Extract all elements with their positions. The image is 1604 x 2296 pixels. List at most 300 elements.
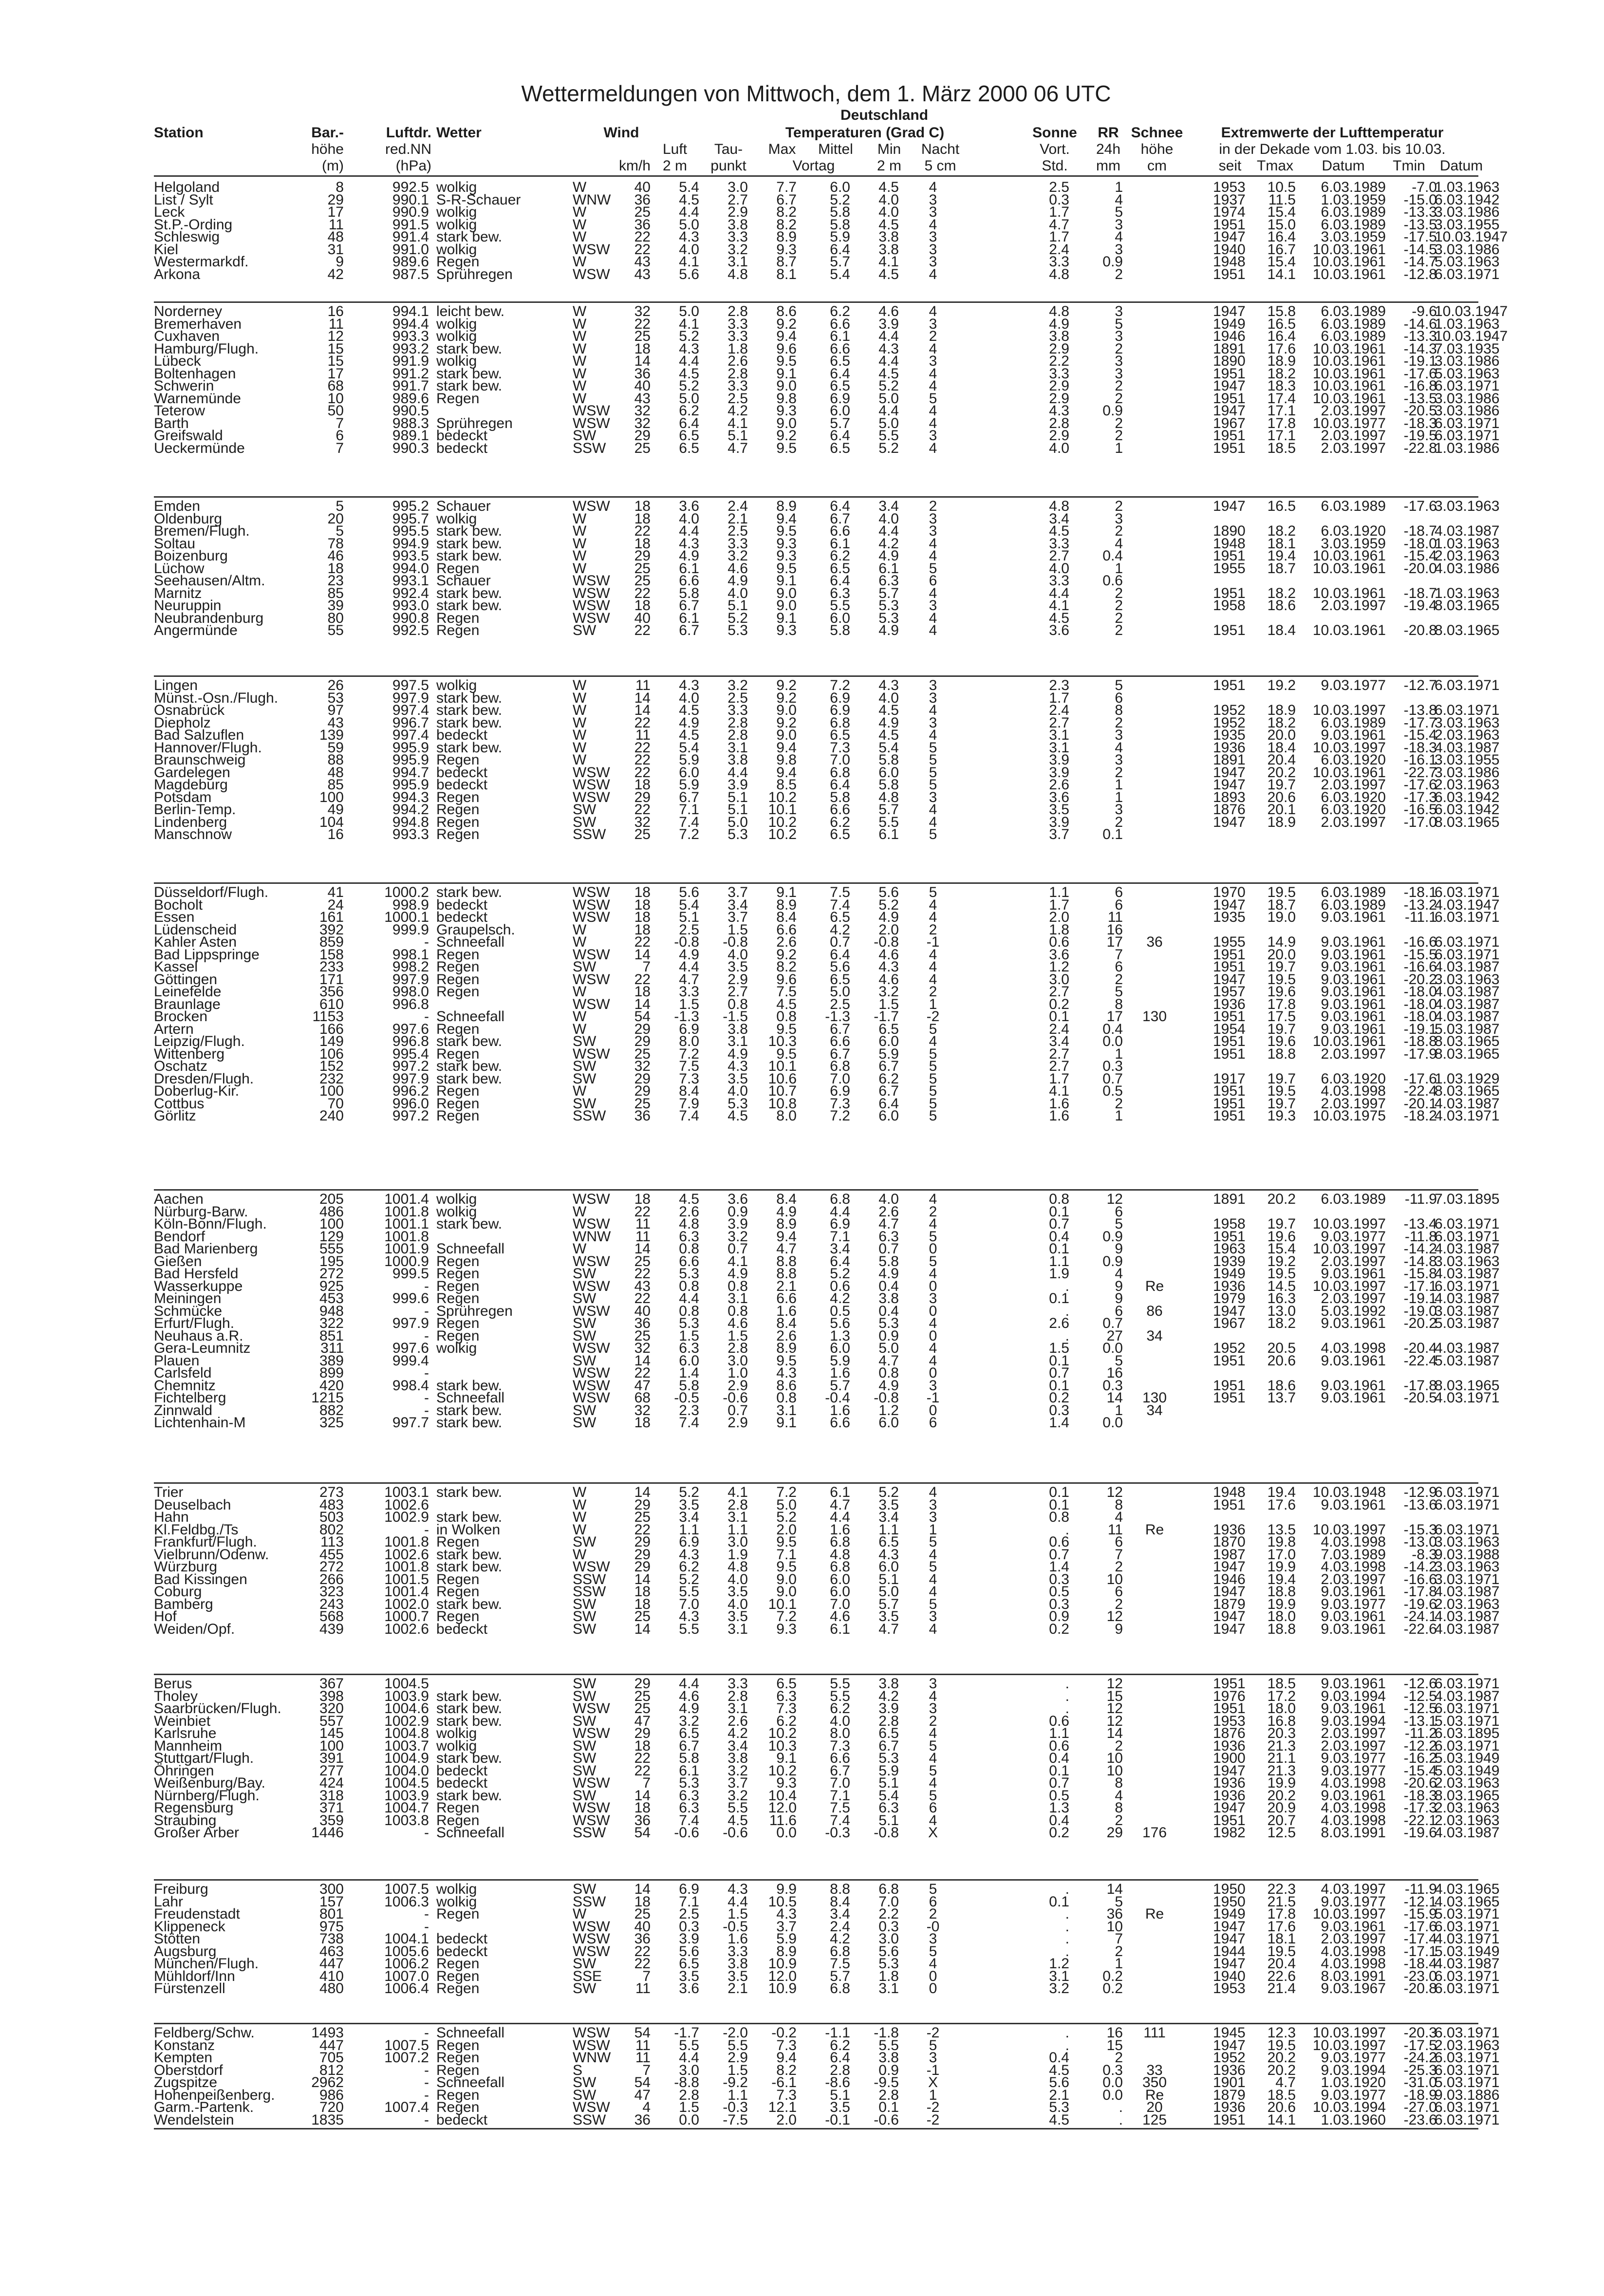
cell-min: 4.6 [878, 947, 899, 963]
cell-mittel: 6.8 [830, 1058, 850, 1074]
cell-luftdruck: 1002.0 [384, 1596, 429, 1612]
cell-mittel: 6.0 [830, 610, 850, 626]
cell-tmin: -20.3 [1403, 2025, 1437, 2041]
cell-tmin: -18.4 [1403, 1956, 1437, 1972]
cell-wind-dir: W [573, 702, 587, 718]
cell-datum-min: 4.03.1987 [1435, 959, 1500, 975]
cell-min: 4.5 [878, 217, 899, 233]
cell-mittel: 7.3 [830, 1738, 850, 1754]
cell-wetter: Regen [436, 610, 480, 626]
cell-taupunkt: 1.5 [727, 1328, 748, 1344]
cell-bar-hoehe: 272 [319, 1559, 344, 1575]
cell-tmax: 18.8 [1267, 1621, 1296, 1637]
cell-sonne: . [1065, 1278, 1069, 1294]
cell-min: 4.1 [878, 254, 899, 270]
cell-seit: 1947 [1213, 777, 1246, 793]
cell-sonne: . [1065, 1943, 1069, 1960]
cell-max: 8.4 [776, 1191, 797, 1207]
cell-tmin: -14.3 [1403, 341, 1437, 357]
cell-rr: 15 [1106, 1688, 1123, 1704]
cell-station: Ueckermünde [154, 440, 245, 456]
cell-luft: 5.8 [679, 585, 699, 601]
cell-sonne: 0.1 [1049, 1353, 1069, 1369]
cell-wetter: stark bew. [436, 585, 503, 601]
cell-wind-dir: WSW [573, 1191, 610, 1207]
cell-luft: 6.9 [679, 1881, 699, 1897]
cell-nacht: 5 [929, 2037, 937, 2053]
cell-max: 9.0 [776, 702, 797, 718]
cell-luftdruck: 1005.6 [384, 1943, 429, 1960]
cell-luft: 3.3 [679, 984, 699, 1000]
cell-bar-hoehe: 391 [319, 1750, 344, 1766]
cell-luftdruck: 1006.2 [384, 1956, 429, 1972]
cell-tmax: 10.5 [1267, 179, 1296, 195]
cell-wind-dir: W [573, 536, 587, 552]
cell-seit: 1952 [1213, 715, 1246, 731]
cell-wind-dir: W [573, 1008, 587, 1025]
cell-nacht: 2 [929, 984, 937, 1000]
cell-luft: 5.0 [679, 303, 699, 319]
cell-min: 6.3 [878, 573, 899, 589]
cell-luftdruck: 997.9 [392, 1071, 429, 1087]
cell-min: 6.7 [878, 1083, 899, 1099]
cell-rr: 10 [1106, 1571, 1123, 1587]
cell-tmax: 13.7 [1267, 1390, 1296, 1406]
cell-luft: 5.5 [679, 1584, 699, 1600]
header-luftdr-2: red.NN [385, 141, 431, 157]
cell-tmin: -20.2 [1403, 1315, 1437, 1331]
cell-bar-hoehe: 720 [319, 2099, 344, 2115]
cell-wind-dir: SW [573, 1980, 597, 1997]
cell-station: Barth [154, 415, 189, 431]
cell-tmax: 18.2 [1267, 366, 1296, 382]
cell-rr: 8 [1115, 996, 1123, 1012]
cell-rr: 12 [1106, 1700, 1123, 1717]
cell-tmin: -24.2 [1403, 2050, 1437, 2066]
cell-luftdruck: 1004.9 [384, 1750, 429, 1766]
cell-tmin: -14.2 [1403, 1241, 1437, 1257]
cell-datum-min: 6.03.1971 [1435, 947, 1500, 963]
cell-taupunkt: -7.5 [723, 2112, 748, 2128]
cell-wetter: Regen [436, 1266, 480, 1282]
cell-sonne: . [1065, 2025, 1069, 2041]
cell-sonne: 0.7 [1049, 1216, 1069, 1232]
header-tau-2: punkt [710, 158, 746, 174]
cell-datum-min: 2.03.1963 [1435, 777, 1500, 793]
cell-seit: 1947 [1213, 1584, 1246, 1600]
cell-sonne: 1.3 [1049, 1800, 1069, 1816]
cell-seit: 1893 [1213, 789, 1246, 805]
cell-luft: 5.3 [679, 1315, 699, 1331]
cell-luft: 6.4 [679, 415, 699, 431]
cell-wetter: stark bew. [436, 1750, 503, 1766]
cell-wind-dir: WSW [573, 1725, 610, 1741]
cell-wind-dir: WSW [573, 415, 610, 431]
cell-datum-max: 10.03.1961 [1312, 366, 1386, 382]
cell-station: Warnemünde [154, 391, 241, 407]
cell-luft: 3.5 [679, 1497, 699, 1513]
cell-mittel: 6.0 [830, 1584, 850, 1600]
cell-wetter: stark bew. [436, 523, 503, 539]
cell-sonne: 4.5 [1049, 610, 1069, 626]
cell-tmin: -15.0 [1403, 192, 1437, 208]
cell-nacht: 4 [929, 440, 937, 456]
cell-datum-max: 2.03.1997 [1321, 440, 1386, 456]
cell-station: Helgoland [154, 179, 220, 195]
cell-nacht: 4 [929, 1571, 937, 1587]
cell-bar-hoehe: 1493 [311, 2025, 344, 2041]
cell-sonne: 0.4 [1049, 1750, 1069, 1766]
cell-datum-max: 10.03.1961 [1312, 391, 1386, 407]
cell-wetter: Regen [436, 1046, 480, 1062]
cell-datum-min: 4.03.1987 [1435, 984, 1500, 1000]
cell-bar-hoehe: 139 [319, 727, 344, 743]
cell-datum-min: 4.03.1987 [1435, 1608, 1500, 1624]
cell-datum-min: 10.03.1947 [1435, 328, 1508, 344]
cell-station: Meiningen [154, 1290, 222, 1307]
cell-taupunkt: 2.6 [727, 353, 748, 369]
cell-nacht: 3 [929, 229, 937, 245]
cell-mittel: 1.3 [830, 1328, 850, 1344]
cell-rr: 5 [1115, 677, 1123, 693]
cell-taupunkt: 3.0 [727, 1534, 748, 1550]
cell-taupunkt: -0.8 [723, 934, 748, 950]
cell-station: Weiden/Opf. [154, 1621, 235, 1637]
cell-max: 9.9 [776, 1881, 797, 1897]
cell-wind-kmh: 22 [634, 1290, 651, 1307]
cell-nacht: 4 [929, 341, 937, 357]
cell-mittel: 6.8 [830, 1191, 850, 1207]
cell-tmin: -15.8 [1403, 1266, 1437, 1282]
cell-seit: 1948 [1213, 254, 1246, 270]
cell-datum-min: 4.03.1971 [1435, 1931, 1500, 1947]
cell-seit: 1951 [1213, 959, 1246, 975]
cell-max: 8.9 [776, 498, 797, 514]
cell-luftdruck: 1000.1 [384, 909, 429, 925]
cell-nacht: 2 [929, 1204, 937, 1220]
cell-wind-dir: W [573, 690, 587, 706]
cell-datum-max: 6.03.1989 [1321, 328, 1386, 344]
cell-wind-dir: W [573, 353, 587, 369]
cell-tmin: -20.0 [1403, 560, 1437, 577]
cell-wetter: stark bew. [436, 690, 503, 706]
cell-max: 7.7 [776, 179, 797, 195]
cell-datum-max: 10.03.1961 [1312, 242, 1386, 258]
cell-luft: 5.8 [679, 1378, 699, 1394]
cell-luftdruck: 992.5 [392, 179, 429, 195]
cell-bar-hoehe: 851 [319, 1328, 344, 1344]
cell-nacht: 3 [929, 2050, 937, 2066]
cell-rr: 16 [1106, 1365, 1123, 1381]
cell-datum-max: 10.03.1961 [1312, 266, 1386, 282]
cell-station: Schwerin [154, 378, 214, 394]
cell-wind-dir: W [573, 254, 587, 270]
cell-nacht: 4 [929, 1775, 937, 1791]
cell-tmin: -17.1 [1403, 1943, 1437, 1960]
cell-nacht: 2 [929, 498, 937, 514]
cell-station: Arkona [154, 266, 201, 282]
cell-taupunkt: 4.1 [727, 1484, 748, 1500]
cell-bar-hoehe: 145 [319, 1725, 344, 1741]
cell-rr: 6 [1115, 1584, 1123, 1600]
header-wind-unit: km/h [618, 158, 651, 174]
cell-bar-hoehe: 68 [327, 378, 344, 394]
cell-datum-max: 4.03.1998 [1321, 1559, 1386, 1575]
cell-sonne: 0.6 [1049, 1713, 1069, 1729]
cell-tmin: -16.6 [1403, 934, 1437, 950]
cell-tmax: 19.0 [1267, 909, 1296, 925]
cell-seit: 1876 [1213, 1725, 1246, 1741]
cell-seit: 1948 [1213, 536, 1246, 552]
cell-max: 4.7 [776, 1241, 797, 1257]
cell-bar-hoehe: 6 [336, 428, 344, 444]
cell-wetter: stark bew. [436, 1688, 503, 1704]
cell-min: 4.5 [878, 179, 899, 195]
cell-taupunkt: 1.1 [727, 2087, 748, 2103]
cell-bar-hoehe: 53 [327, 690, 344, 706]
cell-datum-min: 6.03.1971 [1435, 934, 1500, 950]
cell-wind-kmh: 22 [634, 1266, 651, 1282]
cell-datum-min: 3.03.1963 [1435, 1253, 1500, 1269]
cell-mittel: 7.1 [830, 1229, 850, 1245]
cell-rr: 3 [1115, 511, 1123, 527]
cell-rr: . [1119, 2099, 1123, 2115]
cell-mittel: 6.9 [830, 1083, 850, 1099]
cell-nacht: 5 [929, 1083, 937, 1099]
cell-tmax: 19.6 [1267, 984, 1296, 1000]
cell-luftdruck: 995.4 [392, 1046, 429, 1062]
table-row [154, 1404, 1478, 1417]
cell-nacht: 0 [929, 1968, 937, 1984]
cell-rr: 6 [1115, 690, 1123, 706]
cell-seit: 1974 [1213, 204, 1246, 220]
cell-wind-kmh: 7 [642, 1968, 651, 1984]
cell-min: 6.5 [878, 1021, 899, 1037]
cell-datum-max: 2.03.1997 [1321, 1290, 1386, 1307]
cell-datum-min: 9.03.1886 [1435, 2087, 1500, 2103]
cell-bar-hoehe: 899 [319, 1365, 344, 1381]
cell-station: Freudenstadt [154, 1906, 240, 1922]
cell-min: 3.8 [878, 1290, 899, 1307]
cell-nacht: 0 [929, 1278, 937, 1294]
cell-wetter: wolkig [436, 1340, 477, 1356]
cell-bar-hoehe: 233 [319, 959, 344, 975]
cell-taupunkt: 2.6 [727, 1713, 748, 1729]
cell-min: 5.2 [878, 440, 899, 456]
cell-station: Brocken [154, 1008, 208, 1025]
cell-wind-dir: W [573, 752, 587, 768]
cell-mittel: 7.3 [830, 740, 850, 756]
cell-luftdruck: 991.0 [392, 242, 429, 258]
cell-bar-hoehe: 389 [319, 1353, 344, 1369]
cell-tmin: -17.6 [1403, 498, 1437, 514]
cell-wind-kmh: 40 [634, 378, 651, 394]
cell-min: 4.7 [878, 1353, 899, 1369]
cell-rr: 0.0 [1102, 2087, 1123, 2103]
cell-tmin: -20.8 [1403, 622, 1437, 638]
cell-tmin: -13.4 [1403, 1216, 1437, 1232]
cell-seit: 1951 [1213, 677, 1246, 693]
cell-min: 4.0 [878, 204, 899, 220]
cell-datum-max: 9.03.1961 [1321, 1266, 1386, 1282]
cell-bar-hoehe: 5 [336, 523, 344, 539]
cell-wind-dir: W [573, 1522, 587, 1538]
cell-datum-min: 6.03.1971 [1435, 1216, 1500, 1232]
cell-max: 10.2 [768, 1725, 797, 1741]
cell-max: 7.3 [776, 2087, 797, 2103]
cell-rr: 9 [1115, 1290, 1123, 1307]
cell-rr: 3 [1115, 366, 1123, 382]
cell-datum-max: 9.03.1961 [1321, 959, 1386, 975]
cell-schnee: 350 [1142, 2074, 1167, 2091]
cell-bar-hoehe: 31 [327, 242, 344, 258]
cell-sonne: 3.1 [1049, 727, 1069, 743]
cell-station: Norderney [154, 303, 223, 319]
cell-rr: 3 [1115, 752, 1123, 768]
cell-sonne: . [1065, 1919, 1069, 1935]
cell-bar-hoehe: 277 [319, 1763, 344, 1779]
cell-tmin: -18.0 [1403, 996, 1437, 1012]
cell-wetter: Regen [436, 1608, 480, 1624]
cell-datum-max: 7.03.1989 [1321, 1547, 1386, 1563]
cell-wetter: wolkig [436, 204, 477, 220]
cell-station: Hamburg/Flugh. [154, 341, 259, 357]
cell-mittel: 6.8 [830, 1559, 850, 1575]
cell-sonne: 4.1 [1049, 1083, 1069, 1099]
cell-wetter: leicht bew. [436, 303, 505, 319]
cell-tmax: 18.3 [1267, 378, 1296, 394]
cell-bar-hoehe: 925 [319, 1278, 344, 1294]
cell-station: Göttingen [154, 971, 218, 988]
cell-datum-min: 6.03.1971 [1435, 1919, 1500, 1935]
cell-tmax: 16.4 [1267, 229, 1296, 245]
cell-luftdruck: 989.6 [392, 391, 429, 407]
cell-wind-dir: WSW [573, 1216, 610, 1232]
cell-nacht: 5 [929, 1253, 937, 1269]
cell-tmax: 19.7 [1267, 1021, 1296, 1037]
cell-mittel: 6.2 [830, 1700, 850, 1717]
cell-datum-max: 2.03.1997 [1321, 814, 1386, 830]
cell-wind-kmh: 7 [642, 959, 651, 975]
cell-max: 9.3 [776, 403, 797, 419]
cell-datum-min: 4.03.1987 [1435, 1096, 1500, 1112]
cell-tmin: -9.6 [1412, 303, 1437, 319]
cell-sonne: 0.1 [1049, 1204, 1069, 1220]
cell-rr: 0.5 [1102, 1083, 1123, 1099]
cell-bar-hoehe: 161 [319, 909, 344, 925]
group-divider [154, 1674, 1478, 1675]
cell-wetter: stark bew. [436, 366, 503, 382]
cell-min: 5.0 [878, 1340, 899, 1356]
cell-datum-min: 6.03.1895 [1435, 1725, 1500, 1741]
cell-luft: 6.5 [679, 428, 699, 444]
cell-datum-min: 3.03.1987 [1435, 1303, 1500, 1319]
cell-nacht: -2 [926, 2025, 940, 2041]
cell-station: Cuxhaven [154, 328, 220, 344]
cell-tmax: 18.1 [1267, 536, 1296, 552]
cell-taupunkt: 3.9 [727, 777, 748, 793]
cell-seit: 1951 [1213, 1008, 1246, 1025]
cell-sonne: 0.1 [1049, 1484, 1069, 1500]
cell-station: Erfurt/Flugh. [154, 1315, 235, 1331]
cell-wind-dir: WSW [573, 1700, 610, 1717]
cell-taupunkt: -1.5 [723, 1008, 748, 1025]
cell-mittel: 7.0 [830, 1596, 850, 1612]
cell-rr: 2 [1115, 610, 1123, 626]
cell-rr: 4 [1115, 192, 1123, 208]
cell-wetter: stark bew. [436, 1378, 503, 1394]
cell-sonne: 0.4 [1049, 1812, 1069, 1829]
cell-wetter: wolkig [436, 242, 477, 258]
cell-wind-dir: W [573, 560, 587, 577]
cell-wind-dir: SW [573, 1328, 597, 1344]
cell-tmin: -17.8 [1403, 1378, 1437, 1394]
cell-luft: 1.5 [679, 1328, 699, 1344]
cell-wind-kmh: 14 [634, 1571, 651, 1587]
cell-wind-kmh: 32 [634, 814, 651, 830]
cell-datum-min: 4.03.1971 [1435, 1108, 1500, 1124]
cell-luft: 4.5 [679, 366, 699, 382]
cell-tmin: -18.0 [1403, 536, 1437, 552]
cell-min: 5.2 [878, 1484, 899, 1500]
cell-tmin: -13.6 [1403, 1497, 1437, 1513]
cell-wetter: Schneefall [436, 934, 505, 950]
cell-mittel: 6.6 [830, 523, 850, 539]
cell-mittel: 4.2 [830, 922, 850, 938]
cell-datum-max: 9.03.1961 [1321, 1608, 1386, 1624]
cell-seit: 1947 [1213, 814, 1246, 830]
cell-luftdruck: 998.1 [392, 947, 429, 963]
cell-tmin: -17.9 [1403, 1046, 1437, 1062]
cell-wetter: stark bew. [436, 1547, 503, 1563]
cell-mittel: 6.7 [830, 511, 850, 527]
cell-wetter: Regen [436, 1534, 480, 1550]
cell-wind-dir: SSW [573, 1108, 606, 1124]
cell-min: 1.2 [878, 1402, 899, 1419]
cell-wind-dir: WSW [573, 1278, 610, 1294]
cell-min: 5.2 [878, 897, 899, 913]
cell-tmin: -11.1 [1404, 909, 1437, 925]
cell-luftdruck: - [424, 1919, 429, 1935]
cell-luftdruck: 1002.6 [384, 1621, 429, 1637]
cell-datum-min: 4.03.1987 [1435, 1956, 1500, 1972]
cell-rr: 2 [1115, 597, 1123, 614]
cell-nacht: 6 [929, 1415, 937, 1431]
cell-rr: 0.7 [1102, 1315, 1123, 1331]
cell-tmin: -17.5 [1403, 229, 1437, 245]
cell-luft: 2.8 [679, 2087, 699, 2103]
cell-tmin: -19.6 [1403, 1596, 1437, 1612]
cell-rr: 9 [1115, 1241, 1123, 1257]
cell-tmax: 18.4 [1267, 622, 1296, 638]
cell-taupunkt: 2.7 [727, 192, 748, 208]
cell-wetter: stark bew. [436, 1713, 503, 1729]
cell-taupunkt: 5.3 [727, 622, 748, 638]
cell-station: Hahn [154, 1509, 189, 1525]
cell-rr: 5 [1115, 984, 1123, 1000]
cell-bar-hoehe: 232 [319, 1071, 344, 1087]
cell-nacht: 5 [929, 1096, 937, 1112]
cell-station: Großer Arber [154, 1825, 240, 1841]
cell-rr: 17 [1106, 1008, 1123, 1025]
cell-station: Seehausen/Altm. [154, 573, 265, 589]
cell-max: 8.4 [776, 1315, 797, 1331]
table-row [154, 814, 1500, 830]
cell-taupunkt: 4.5 [727, 1812, 748, 1829]
cell-min: 2.0 [878, 922, 899, 938]
cell-sonne: 2.5 [1049, 179, 1069, 195]
cell-taupunkt: 3.6 [727, 1191, 748, 1207]
